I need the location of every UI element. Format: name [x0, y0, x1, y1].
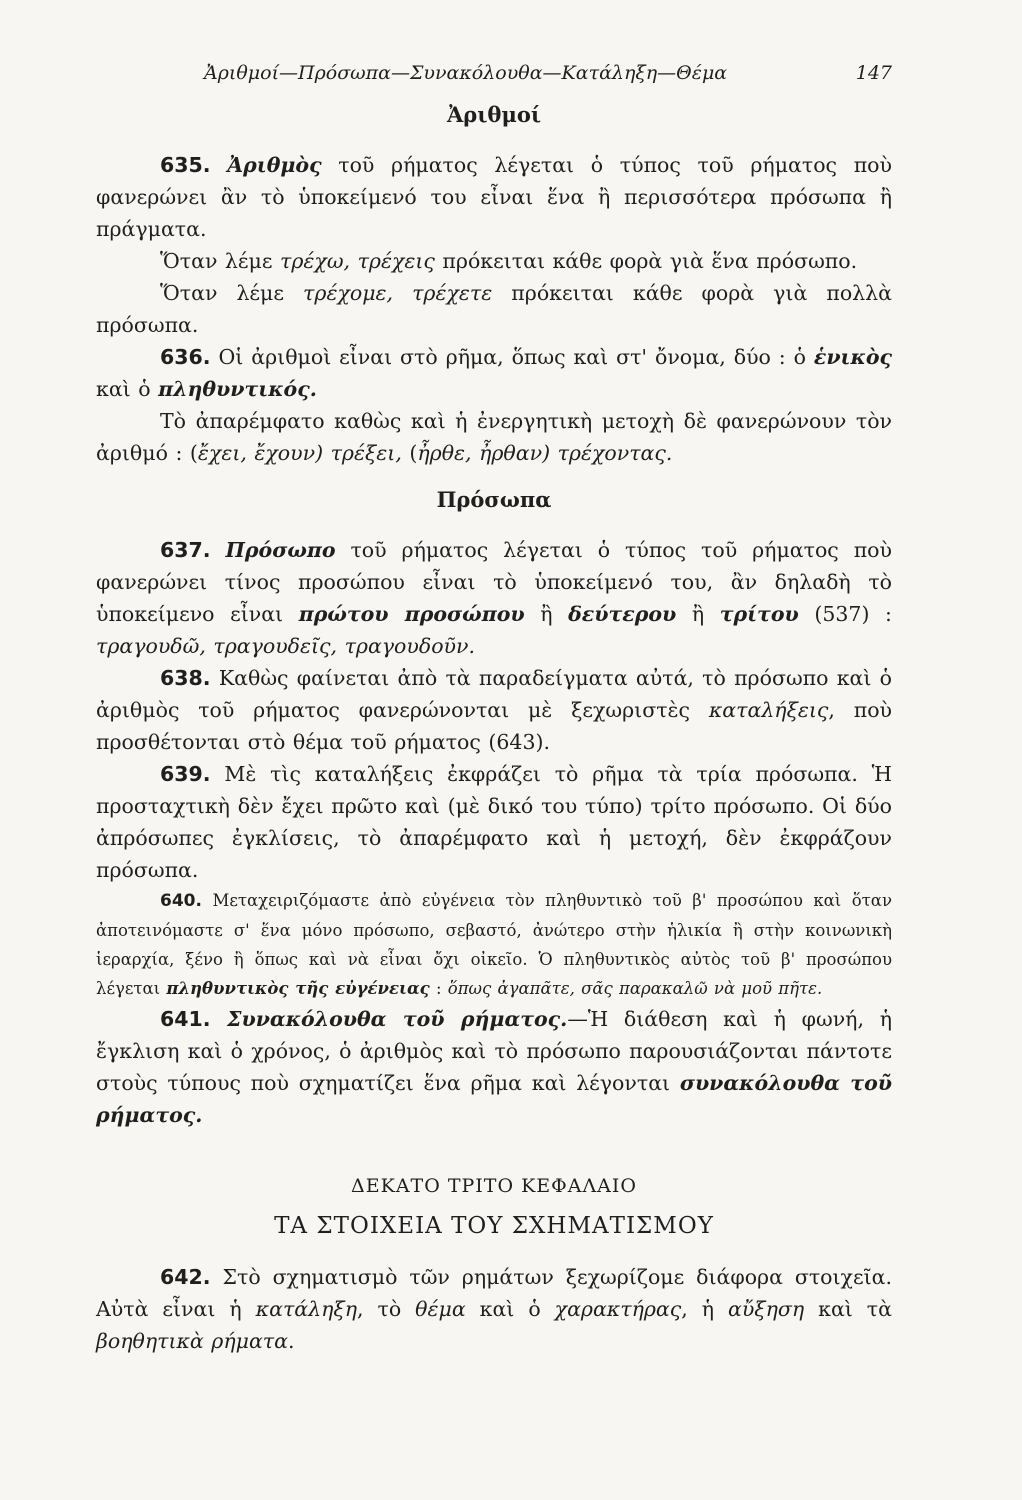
paragraph-number: 636. [160, 345, 211, 369]
paragraph-number: 638. [160, 666, 211, 690]
text: καὶ ὁ [465, 1297, 555, 1321]
text: , ποὺ προσθέτονται στὸ θέμα τοῦ ρήματος (643). [96, 698, 892, 754]
term: αὔξηση [728, 1297, 805, 1321]
verb-forms: ἔχει, ἔχουν [197, 441, 316, 465]
term: βοηθητικὰ ρήματα [96, 1329, 288, 1353]
text: Μὲ τὶς καταλήξεις ἐκφράζει τὸ ρῆμα τὰ τρία πρόσωπα. Ἡ προσταχτικὴ δὲν ἔχει πρῶτο καὶ (μὲ δικό του τύπο) τρίτο πρόσωπο. Οἱ δύο ἀπρόσωπες ἐγκλίσεις, τὸ ἀπαρέμφατο καὶ ἡ μετοχή, δὲν ἐκφράζουν πρόσωπα. [96, 762, 892, 882]
text: Μεταχειριζόμαστε ἀπὸ εὐγένεια τὸν πληθυντικὸ τοῦ β' προσώπου καὶ ὅταν ἀποτεινόμαστε σ' ἕνα μόνο πρόσωπο, σεβαστό, ἀνώτερο στὴν ἡλικία ἢ στὴν κοινωνικὴ ἱεραρχία, ξένο ἢ ὅπως καὶ νὰ εἶναι ὄχι οἰκεῖο. Ὁ πληθυντικὸς αὐτὸς τοῦ β' προσώπου λέγεται [96, 891, 892, 998]
paragraph-638 [96, 662, 892, 758]
chapter-label: ΔΕΚΑΤΟ ΤΡΙΤΟ ΚΕΦΑΛΑΙΟ [351, 1175, 637, 1197]
paragraph-number: 640. [160, 891, 202, 911]
text: —Ἡ διάθεση καὶ ἡ φωνή, ἡ ἔγκλιση καὶ ὁ χρόνος, ὁ ἀριθμὸς καὶ τὸ πρόσωπο παρουσιάζονται πάντοτε στοὺς τύπους ποὺ σχηματίζει ἕνα ρῆμα καὶ λέγονται [96, 1007, 892, 1095]
paragraph-637 [96, 534, 892, 662]
term: ἑνικὸς [813, 345, 892, 369]
text: καὶ ὁ [96, 377, 159, 401]
verb-forms: ἦρθε, ἦρθαν [417, 441, 543, 465]
paragraph-number: 639. [160, 762, 211, 786]
page-number: 147 [855, 62, 892, 84]
paragraph-636 [96, 341, 892, 405]
section-persons [96, 487, 892, 1131]
paragraph-text: τοῦ ρήματος λέγεται ὁ τύπος τοῦ ρήματος ποὺ φανερώνει ἂν τὸ ὑποκείμενό του εἶναι ἕνα ἢ περισσότερα πρόσωπα ἢ πράγματα. [96, 153, 892, 241]
running-title: Ἀριθμοί—Πρόσωπα—Συνακόλουθα—Κατάληξη—Θέμα [204, 62, 728, 84]
paragraph-640 [96, 886, 892, 1003]
text: Ὅταν λέμε [160, 281, 304, 305]
text: Στὸ σχηματισμὸ τῶν ρημάτων ξεχωρίζομε διάφορα στοιχεῖα. Αὐτὰ εἶναι ἡ [96, 1265, 892, 1321]
term: θέμα [415, 1297, 466, 1321]
verb-forms: τρέχω, τρέχεις [280, 249, 435, 273]
text: πρόκειται κάθε φορὰ γιὰ πολλὰ πρόσωπα. [96, 281, 892, 337]
paragraph-number: 642. [160, 1265, 211, 1289]
verb-forms: ) τρέχοντας. [542, 441, 673, 465]
paragraph-number: 641. [160, 1007, 211, 1031]
text: τοῦ ρήματος λέγεται ὁ τύπος τοῦ ρήματος ποὺ φανερώνει τίνος προσώπου εἶναι τὸ ὑποκείμενό του, ἂν δηλαδὴ τὸ ὑποκείμενο εἶναι [96, 538, 892, 626]
term: Ἀριθμὸς [227, 153, 322, 177]
text: Καθὼς φαίνεται ἀπὸ τὰ παραδείγματα αὐτά, τὸ πρόσωπο καὶ ὁ ἀριθμὸς τοῦ ρήματος φανερώνονται μὲ ξεχωριστὲς [96, 666, 892, 722]
verb-forms: τραγουδῶ, τραγουδεῖς, τραγουδοῦν. [96, 634, 475, 658]
section-heading-persons: Πρόσωπα [436, 487, 552, 512]
paragraph-639 [96, 758, 892, 886]
term: πληθυντικός. [158, 377, 317, 401]
term: καταλήξεις [708, 698, 829, 722]
section-numbers [96, 102, 892, 469]
paragraph-number: 635. [160, 153, 211, 177]
text: : [429, 979, 448, 998]
text: . [287, 1329, 295, 1353]
paragraph-635 [96, 149, 892, 245]
text: ἢ [676, 602, 720, 626]
text: ἢ [524, 602, 569, 626]
paragraph-641 [96, 1003, 892, 1131]
text: , τὸ [357, 1297, 416, 1321]
chapter-title: ΤΑ ΣΤΟΙΧΕΙΑ ΤΟΥ ΣΧΗΜΑΤΙΣΜΟΥ [274, 1213, 714, 1239]
term: δεύτερου [568, 602, 677, 626]
paragraph-636-infinitive [96, 405, 892, 469]
term: χαρακτήρας [554, 1297, 682, 1321]
text: Οἱ ἀριθμοὶ εἶναι στὸ ρῆμα, ὅπως καὶ στ' ὄνομα, δύο : ὁ [210, 345, 814, 369]
example-singular [96, 245, 892, 277]
text: , ἡ [681, 1297, 728, 1321]
verb-forms: ὅπως ἀγαπᾶτε, σᾶς παρακαλῶ νὰ μοῦ πῆτε. [447, 979, 823, 998]
verb-forms: ) τρέξει, [315, 441, 402, 465]
term: τρίτου [719, 602, 799, 626]
term: κατάληξη [255, 1297, 357, 1321]
book-page [96, 62, 892, 1357]
text: Τὸ ἀπαρέμφατο καθὼς καὶ ἡ ἐνεργητικὴ μετοχὴ δὲ φανερώνουν τὸν ἀριθμό : ( [96, 409, 892, 465]
text: Ὅταν λέμε [160, 249, 280, 273]
paragraph-number: 637. [160, 538, 211, 562]
term: Πρόσωπο [225, 538, 336, 562]
term: πληθυντικὸς τῆς εὐγένειας [166, 979, 430, 998]
term: Συνακόλουθα τοῦ ρήματος. [210, 1007, 568, 1031]
text: πρόκειται κάθε φορὰ γιὰ ἕνα πρόσωπο. [434, 249, 858, 273]
text: (537) : [798, 602, 892, 626]
section-heading-numbers: Ἀριθμοί [447, 102, 541, 127]
term: πρώτου προσώπου [298, 602, 525, 626]
text: ( [401, 441, 418, 465]
example-plural [96, 277, 892, 341]
running-header [96, 62, 892, 84]
term: συνακόλουθα τοῦ ρήματος. [96, 1071, 892, 1127]
verb-forms: τρέχομε, τρέχετε [303, 281, 493, 305]
text: καὶ τὰ [804, 1297, 892, 1321]
paragraph-642 [96, 1261, 892, 1357]
